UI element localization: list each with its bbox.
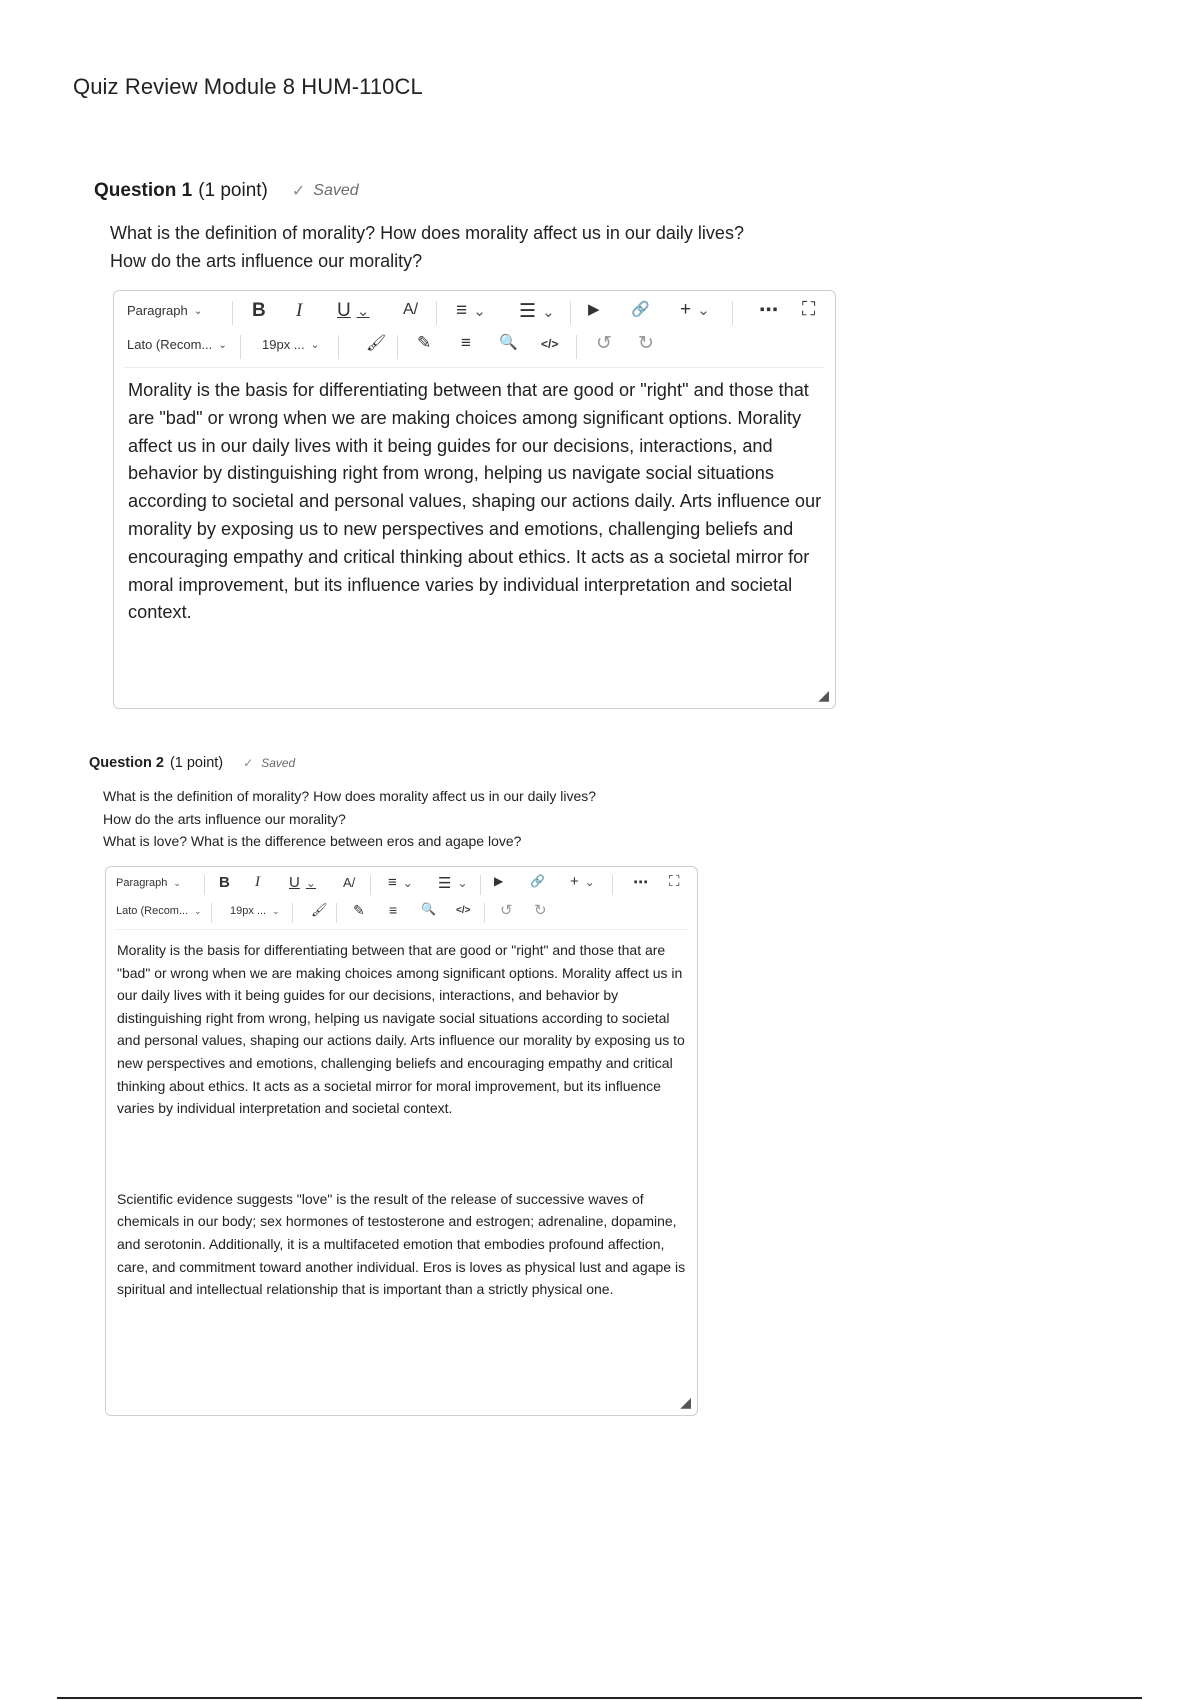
- more-icon: ⋯: [633, 874, 648, 891]
- font-family-label: Lato (Recom...: [127, 337, 213, 352]
- code-icon: </>: [541, 337, 559, 351]
- find-replace-button[interactable]: [421, 902, 436, 916]
- prompt-line: What is love? What is the difference between eros and agape love?: [103, 833, 522, 849]
- question-2-editor[interactable]: [105, 866, 698, 1416]
- link-button[interactable]: [530, 874, 545, 888]
- media-icon: ▶︎: [588, 301, 600, 318]
- align-left-icon: ≡: [456, 300, 468, 321]
- more-button[interactable]: [759, 299, 778, 322]
- toolbar-separator: [370, 875, 371, 895]
- toolbar-separator: [338, 335, 339, 359]
- toolbar-separator: [232, 301, 233, 325]
- highlighter-icon: ✎: [353, 902, 365, 918]
- block-format-label: Paragraph: [116, 877, 168, 889]
- chevron-down-icon: ⌄: [402, 875, 413, 890]
- highlight-button[interactable]: [353, 902, 365, 919]
- prompt-line: How do the arts influence our morality?: [103, 810, 346, 827]
- align-button[interactable]: [456, 300, 486, 322]
- page-title: Quiz Review Module 8 HUM-110CL: [73, 74, 423, 99]
- horizontal-rule-button[interactable]: [389, 902, 397, 918]
- fullscreen-icon: ⛶: [802, 299, 816, 320]
- horizontal-rule-icon: ≡: [389, 902, 398, 918]
- bold-icon: B: [252, 300, 266, 321]
- font-size-select[interactable]: [262, 337, 319, 352]
- undo-icon: ↺: [596, 333, 612, 354]
- chevron-down-icon: ⌄: [584, 874, 595, 889]
- block-format-label: Paragraph: [127, 303, 188, 318]
- redo-icon: ↻: [534, 902, 547, 919]
- toolbar-separator: [570, 301, 571, 325]
- underline-button[interactable]: [289, 874, 316, 891]
- underline-icon: U: [337, 300, 351, 321]
- list-icon: ☰: [438, 875, 452, 892]
- link-icon: 🔗: [631, 301, 650, 318]
- toolbar-separator: [240, 335, 241, 359]
- italic-button[interactable]: [255, 874, 260, 891]
- toolbar-separator: [436, 301, 437, 325]
- toolbar-separator: [397, 335, 398, 359]
- font-family-select[interactable]: [127, 337, 227, 352]
- question-1-header: [94, 180, 359, 202]
- toolbar-separator: [211, 903, 212, 923]
- find-replace-button[interactable]: [499, 333, 518, 351]
- resize-handle-icon[interactable]: ◢: [680, 1394, 691, 1410]
- text-format-icon: A/: [403, 301, 419, 318]
- horizontal-rule-icon: ≡: [461, 333, 471, 352]
- answer-text-area[interactable]: [117, 939, 692, 1301]
- undo-button[interactable]: [500, 901, 513, 919]
- list-icon: ☰: [519, 301, 537, 322]
- align-left-icon: ≡: [388, 874, 397, 891]
- fullscreen-button[interactable]: [669, 873, 680, 890]
- text-format-icon: A/: [343, 875, 356, 890]
- redo-button[interactable]: [638, 332, 654, 355]
- toolbar-divider: [124, 367, 825, 368]
- horizontal-rule-button[interactable]: [461, 333, 471, 353]
- chevron-down-icon: ⌄: [356, 303, 370, 320]
- italic-icon: I: [296, 300, 303, 321]
- saved-label: Saved: [313, 182, 359, 199]
- prompt-line: What is the definition of morality? How does morality affect us in our daily lives?: [103, 788, 597, 804]
- question-2-prompt: [103, 785, 723, 853]
- paint-roller-icon: 🖌: [366, 335, 387, 352]
- question-1-title: Question 1: [94, 180, 193, 201]
- undo-button[interactable]: [596, 332, 612, 355]
- text-format-button[interactable]: [343, 875, 355, 890]
- bold-icon: B: [219, 874, 230, 891]
- redo-icon: ↻: [638, 333, 654, 354]
- question-2-points: (1 point): [169, 755, 224, 771]
- bold-button[interactable]: [252, 300, 266, 322]
- chevron-down-icon: ⌄: [542, 303, 555, 321]
- chevron-down-icon: ⌄: [272, 905, 280, 916]
- chevron-down-icon: ⌄: [173, 877, 181, 888]
- font-family-select[interactable]: [116, 905, 202, 917]
- font-size-select[interactable]: [230, 905, 279, 917]
- insert-button[interactable]: [570, 873, 595, 890]
- fullscreen-button[interactable]: [802, 299, 815, 321]
- chevron-down-icon: ⌄: [457, 876, 468, 890]
- undo-icon: ↺: [500, 902, 513, 919]
- toolbar-separator: [612, 875, 613, 895]
- answer-paragraph: Morality is the basis for differentiating between that are good or "right" and those that are "bad" or wrong when we are making choices among significant options. Morality affect us in our daily lives with it being guides for our decisions, interactions, and behavior by distinguishing right from wrong, helping us navigate social situations according to societal and personal values, shaping our actions daily. Arts influence our morality by exposing us to new perspectives and emotions, challenging beliefs and encouraging empathy and critical thinking about ethics. It acts as a societal mirror for moral improvement, but its influence varies by individual interpretation and societal context.: [117, 942, 685, 1117]
- find-icon: 🔍: [499, 334, 518, 351]
- find-icon: 🔍: [421, 902, 436, 916]
- plus-icon: +: [570, 873, 579, 890]
- prompt-line: How do the arts influence our morality?: [110, 251, 423, 271]
- question-2-saved-status: [243, 756, 295, 770]
- toolbar-separator: [484, 903, 485, 923]
- toolbar-separator: [336, 903, 337, 923]
- answer-paragraph: Scientific evidence suggests "love" is the result of the release of successive waves of chemicals in our body; sex hormones of testosterone and estrogen; adrenaline, dopamine, and serotonin. Additionally, it is a multifaceted emotion that embodies profound affection, care, and commitment toward another individual. Eros is loves as physical lust and agape is spiritual and intellectual relationship that is important than a strictly physical one.: [117, 1190, 686, 1298]
- list-button[interactable]: [438, 874, 468, 892]
- more-button[interactable]: [633, 873, 648, 891]
- fullscreen-icon: ⛶: [669, 873, 680, 890]
- font-size-label: 19px ...: [262, 337, 305, 352]
- answer-text-area[interactable]: [128, 377, 828, 627]
- more-icon: ⋯: [759, 300, 778, 321]
- media-button[interactable]: [494, 874, 503, 888]
- chevron-down-icon: ⌄: [305, 875, 316, 890]
- toolbar-divider: [116, 929, 687, 930]
- link-button[interactable]: [631, 300, 650, 318]
- underline-button[interactable]: [337, 300, 369, 322]
- code-icon: </>: [456, 905, 471, 916]
- answer-paragraph: Morality is the basis for differentiating between that are good or "right" and those that are "bad" or wrong when we are making choices among significant options. Morality affect us in our daily lives with it being guides for our decisions, interactions, and behavior by distinguishing right from wrong, helping us navigate social situations according to societal and personal values, shaping our actions daily. Arts influence our morality by exposing us to new perspectives and emotions, challenging beliefs and encouraging empathy and critical thinking about ethics. It acts as a societal mirror for moral improvement, but its influence varies by individual interpretation and societal context.: [128, 380, 822, 623]
- checkmark-icon: ✓: [291, 183, 306, 200]
- format-painter-button[interactable]: [311, 902, 328, 918]
- question-2-header: [89, 755, 295, 771]
- block-format-select[interactable]: [116, 877, 181, 889]
- text-format-button[interactable]: [403, 301, 418, 319]
- redo-button[interactable]: [534, 901, 547, 919]
- source-code-button[interactable]: [541, 337, 558, 351]
- saved-label: Saved: [261, 756, 296, 770]
- font-size-label: 19px ...: [230, 905, 267, 917]
- underline-icon: U: [289, 874, 300, 891]
- prompt-line: What is the definition of morality? How does morality affect us in our daily lives?: [110, 223, 744, 243]
- toolbar-separator: [292, 903, 293, 923]
- chevron-down-icon: ⌄: [193, 305, 203, 317]
- chevron-down-icon: ⌄: [194, 905, 202, 916]
- highlighter-icon: ✎: [417, 333, 432, 352]
- insert-button[interactable]: [680, 299, 710, 321]
- question-2-title: Question 2: [89, 755, 164, 771]
- chevron-down-icon: ⌄: [310, 339, 320, 351]
- link-icon: 🔗: [530, 874, 545, 888]
- toolbar-separator: [576, 335, 577, 359]
- chevron-down-icon: ⌄: [697, 302, 710, 319]
- toolbar-separator: [732, 301, 733, 325]
- question-1-points: (1 point): [198, 180, 268, 201]
- question-1-prompt: [110, 219, 830, 275]
- italic-button[interactable]: [296, 300, 302, 322]
- page-bottom-rule: [57, 1697, 1142, 1699]
- paint-roller-icon: 🖌: [311, 902, 328, 917]
- toolbar-separator: [204, 875, 205, 895]
- resize-handle-icon[interactable]: ◢: [818, 687, 829, 703]
- source-code-button[interactable]: [456, 905, 470, 916]
- chevron-down-icon: ⌄: [218, 339, 227, 351]
- question-1-editor[interactable]: [113, 290, 836, 709]
- plus-icon: +: [680, 299, 692, 320]
- question-1-saved-status: [292, 181, 359, 201]
- toolbar-separator: [480, 875, 481, 895]
- italic-icon: I: [255, 874, 260, 890]
- format-painter-button[interactable]: [366, 333, 386, 353]
- checkmark-icon: ✓: [243, 756, 254, 770]
- font-family-label: Lato (Recom...: [116, 905, 189, 917]
- align-button[interactable]: [388, 874, 413, 891]
- chevron-down-icon: ⌄: [473, 303, 486, 320]
- media-button[interactable]: [588, 300, 600, 318]
- bold-button[interactable]: [219, 874, 230, 891]
- list-button[interactable]: [519, 300, 555, 323]
- media-icon: ▶︎: [494, 874, 504, 888]
- highlight-button[interactable]: [417, 333, 431, 353]
- block-format-select[interactable]: [127, 303, 202, 318]
